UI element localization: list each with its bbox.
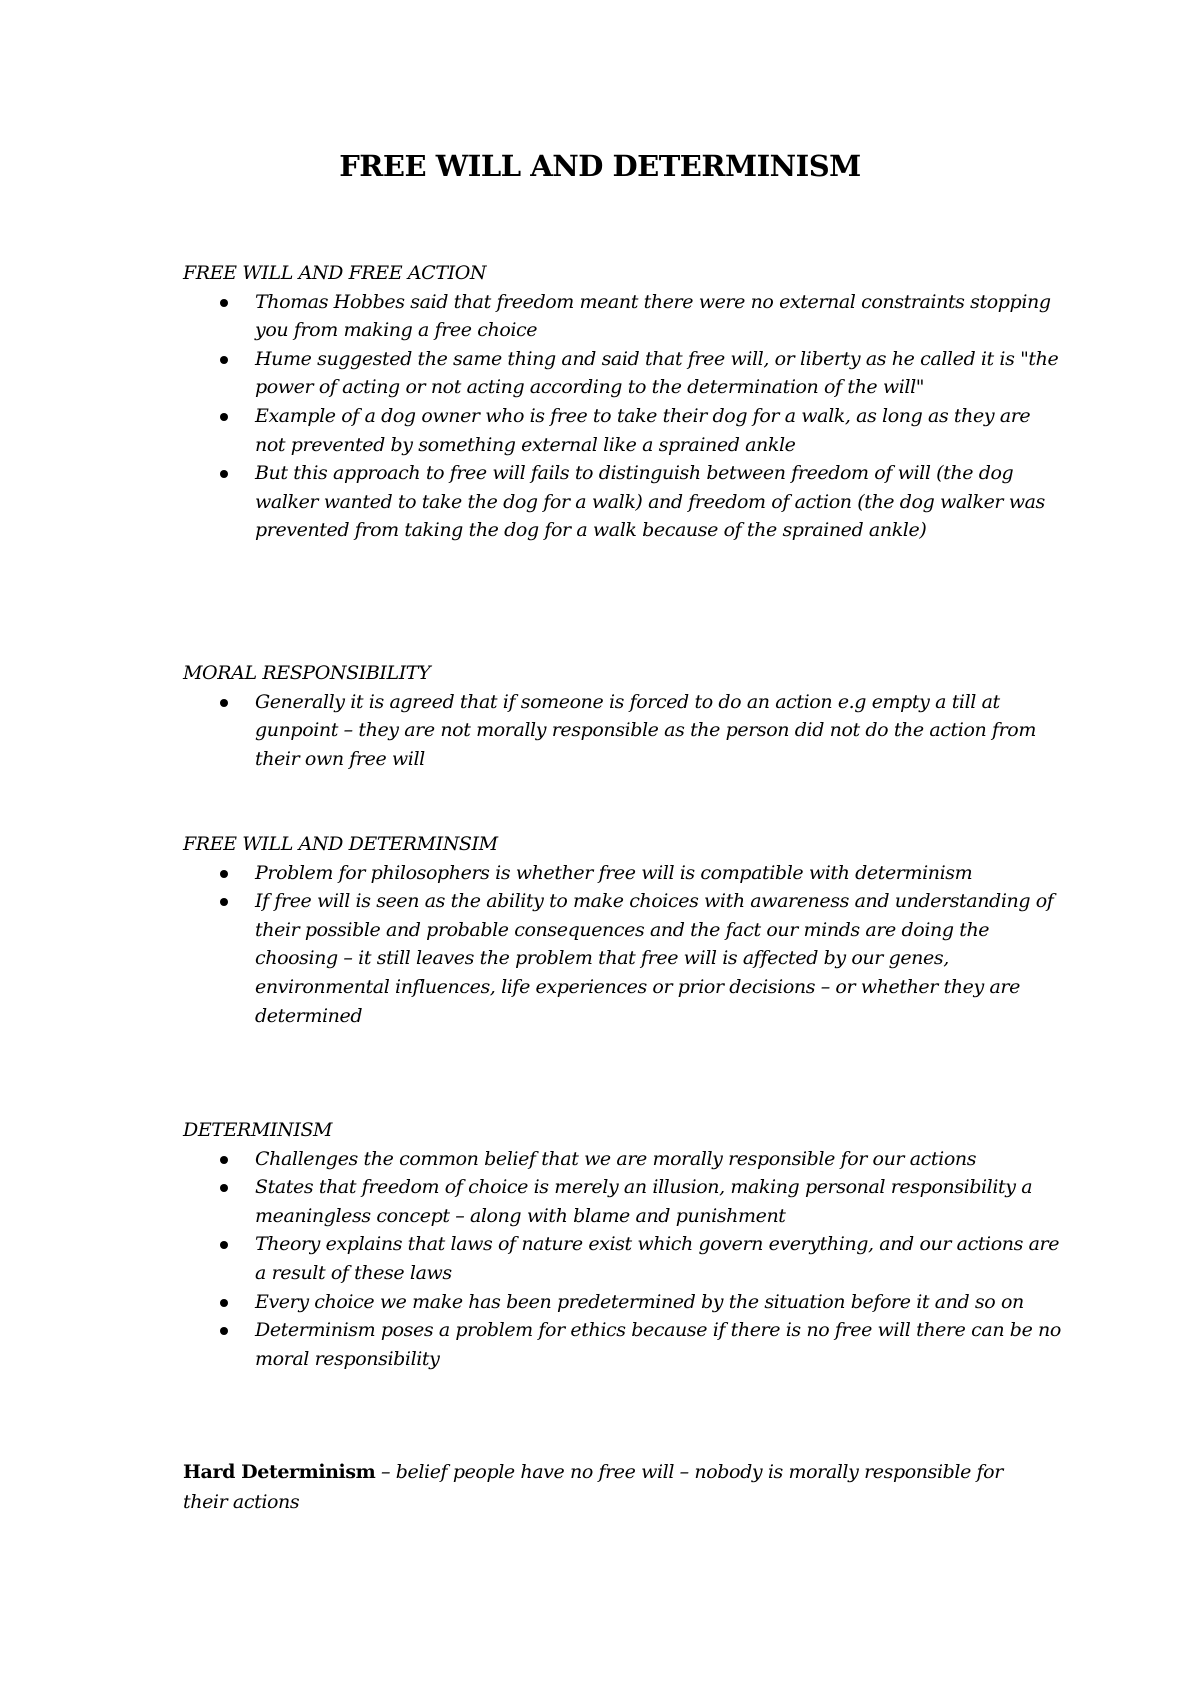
list-item-text: Determinism poses a problem for ethics because if there is no free will there can be no moral responsibility: [255, 1319, 1061, 1370]
list-item-text: Challenges the common belief that we are morally responsible for our actions: [255, 1147, 977, 1170]
document-title: FREE WILL AND DETERMINISM: [339, 149, 861, 183]
section-heading: DETERMINISM: [183, 1119, 333, 1141]
list-item-text: Theory explains that laws of nature exist which govern everything, and our actions are a result of these laws: [255, 1233, 1060, 1284]
bullet-icon: [220, 299, 228, 307]
bullet-icon: [220, 413, 228, 421]
bullet-icon: [220, 1299, 228, 1307]
list-item-text: But this approach to free will fails to distinguish between freedom of will (the dog walker wanted to take the dog for a walk) and freedom of action (the dog walker was prevented from taking the dog for a walk because of the sprained ankle): [255, 462, 1045, 542]
bullet-list: [183, 688, 1063, 774]
section-free-will-and-free-action: [183, 259, 1063, 545]
bullet-icon: [220, 1156, 228, 1164]
section-heading: FREE WILL AND DETERMINSIM: [183, 833, 498, 855]
list-item: [183, 1288, 1063, 1317]
section-heading: MORAL RESPONSIBILITY: [183, 662, 431, 684]
list-item: [183, 1173, 1063, 1230]
bullet-icon: [220, 1327, 228, 1335]
section-moral-responsibility: [183, 659, 1063, 773]
list-item: [183, 459, 1063, 545]
list-item-text: Every choice we make has been predetermined by the situation before it and so on: [255, 1290, 1024, 1313]
list-item-text: Thomas Hobbes said that freedom meant there were no external constraints stopping you from making a free choice: [255, 290, 1051, 342]
bullet-list: [183, 288, 1063, 545]
list-item: [183, 887, 1063, 1030]
bullet-list: [183, 859, 1063, 1031]
list-item: [183, 288, 1063, 345]
section-heading: FREE WILL AND FREE ACTION: [183, 262, 487, 284]
hard-determinism-definition: [183, 1457, 1043, 1517]
bullet-icon: [220, 1184, 228, 1192]
list-item-text: States that freedom of choice is merely an illusion, making personal responsibility a meaningless concept – along with blame and punishment: [255, 1176, 1033, 1227]
bullet-icon: [220, 898, 228, 906]
list-item: [183, 1316, 1063, 1373]
list-item-text: Problem for philosophers is whether free will is compatible with determinism: [255, 861, 973, 884]
hard-determinism-text: – belief people have no free will – nobody is morally responsible for their actions: [183, 1461, 1003, 1513]
bullet-icon: [220, 1241, 228, 1249]
list-item-text: Generally it is agreed that if someone is forced to do an action e.g empty a till at gunpoint – they are not morally responsible as the person did not do the action from their own free will: [255, 690, 1036, 770]
list-item: [183, 345, 1063, 402]
list-item: [183, 1145, 1063, 1174]
bullet-list: [183, 1145, 1063, 1374]
list-item: [183, 1230, 1063, 1287]
bullet-icon: [220, 870, 228, 878]
bullet-icon: [220, 356, 228, 364]
section-determinism: [183, 1116, 1063, 1373]
bullet-icon: [220, 470, 228, 478]
list-item: [183, 859, 1063, 888]
list-item: [183, 402, 1063, 459]
list-item-text: Hume suggested the same thing and said that free will, or liberty as he called it is "the power of acting or not acting according to the determination of the will": [255, 347, 1059, 399]
list-item-text: If free will is seen as the ability to make choices with awareness and understanding of their possible and probable consequences and the fact our minds are doing the choosing – it still leaves the problem that free will is affected by our genes, environmental influences, life experiences or prior decisions – or whether they are determined: [255, 890, 1054, 1027]
list-item-text: Example of a dog owner who is free to take their dog for a walk, as long as they are not prevented by something external like a sprained ankle: [255, 404, 1031, 456]
list-item: [183, 688, 1063, 774]
hard-determinism-term: Hard Determinism: [183, 1461, 376, 1483]
section-free-will-and-determinism: [183, 830, 1063, 1030]
bullet-icon: [220, 699, 228, 707]
